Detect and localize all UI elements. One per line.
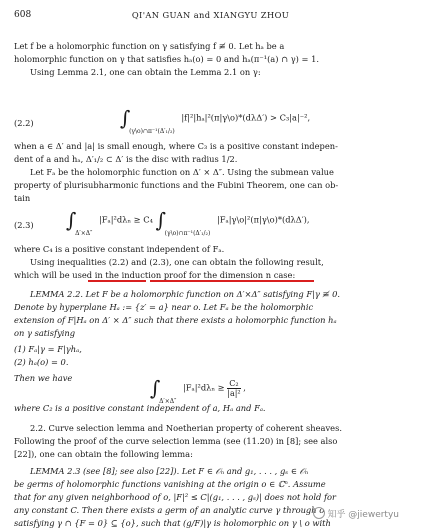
para3-line4: property of plurisubharmonic functions and the Fubini Theorem, one can ob- xyxy=(14,180,339,190)
lemma-2-3-line1: LEMMA 2.3 (see [8]; see also [22]). Let F ∈ 𝒪ₙ and g₁, . . . , gₛ ∈ 𝒪ₙ xyxy=(30,466,309,476)
para1-line2: holomorphic function on γ that satisfies hₐ(o) = 0 and hₐ(π⁻¹(a) ∩ γ) = 1. xyxy=(14,54,320,64)
para4-line3: which will be used in the induction proof for the dimension n case: xyxy=(14,270,296,280)
watermark-icon xyxy=(313,507,325,519)
para4-line2: Using inequalities (2.2) and (2.3), one can obtain the following result, xyxy=(30,257,324,267)
highlight-underline-2 xyxy=(150,280,314,282)
watermark-text: 知乎 @jiewertyu xyxy=(327,510,399,520)
eq-2-3-mid: |Fₐ|²dλₙ ≥ C₄ xyxy=(99,214,153,225)
page-header xyxy=(14,10,407,24)
integral-sign: ∫ xyxy=(155,208,166,232)
eq-2-2-body: |f|²|hₐ|²(π|γ\o)*(dλΔ′) > C₃|a|⁻², xyxy=(181,112,311,123)
eq-final-domain: Δ′×Δ″ xyxy=(159,397,177,405)
para3-line1: when a ∈ Δ′ and |a| is small enough, where C₃ is a positive constant indepen- xyxy=(14,141,338,151)
fraction-denominator: |a|² xyxy=(227,388,241,398)
eq-2-2-label: (2.2) xyxy=(14,118,34,128)
section-2-2-line1: 2.2. Curve selection lemma and Noetherian property of coherent sheaves. xyxy=(30,423,342,433)
lemma-2-2-condition-1: (1) Fₐ|γ = F|γhₐ, xyxy=(14,344,82,354)
integral-sign: ∫ xyxy=(66,208,77,232)
lemma-2-2-line1: LEMMA 2.2. Let F be a holomorphic function on Δ′×Δ″ satisfying F|γ ≢ 0. xyxy=(30,289,340,299)
lemma-2-2-line2: Denote by hyperplane Hₐ := {z′ = a} near o. Let Fₐ be the holomorphic xyxy=(14,302,314,312)
integral-sign: ∫ xyxy=(120,106,131,130)
lemma-2-3-line3: that for any given neighborhood of o, |F|² ≤ C|(g₁, . . . , gₛ)| does not hold for xyxy=(14,492,336,502)
highlight-underline-1 xyxy=(88,280,146,282)
section-2-2-line2: Following the proof of the curve selection lemma (see (11.20) in [8]; see also xyxy=(14,436,338,446)
where-c2: where C₂ is a positive constant independent of a, Hₐ and Fₐ. xyxy=(14,403,266,413)
eq-2-2-domain: (γ\o)∩π⁻¹(Δ′₁/₂) xyxy=(129,127,175,135)
lemma-2-2-line4: on γ satisfying xyxy=(14,328,76,338)
para3-line5: tain xyxy=(14,193,31,203)
eq-2-3-domain2: (γ\o)∩π⁻¹(Δ′₁/₂) xyxy=(164,229,211,237)
lemma-2-3-line5: satisfying γ ∩ {F = 0} ⊆ {o}, such that (g/F)|γ is holomorphic on γ \ o with xyxy=(14,518,331,528)
fraction-numerator: C₂ xyxy=(227,379,240,389)
para3-line2: dent of a and hₐ, Δ′₁/₂ ⊂ Δ′ is the disc with radius 1/2. xyxy=(14,154,238,164)
para4-line1: where C₄ is a positive constant independent of Fₐ. xyxy=(14,244,225,254)
eq-final-body: |Fₐ|²dλₙ ≥ xyxy=(183,382,225,393)
lemma-2-3-line4: any constant C. Then there exists a germ of an analytic curve γ through o xyxy=(14,505,325,515)
eq-final-end: , xyxy=(243,382,246,393)
then-we-have: Then we have xyxy=(14,373,73,383)
eq-2-3-body: |Fₐ|γ\o|²(π|γ\o)*(dλΔ′), xyxy=(216,214,310,225)
page-number: 608 xyxy=(14,10,32,20)
running-head: QI'AN GUAN and XIANGYU ZHOU xyxy=(131,10,290,20)
eq-2-3-domain1: Δ′×Δ″ xyxy=(75,229,93,237)
watermark xyxy=(313,507,399,520)
eq-2-3-label: (2.3) xyxy=(14,220,34,230)
para3-line3: Let Fₐ be the holomorphic function on Δ′ × Δ″. Using the submean value xyxy=(30,167,334,177)
para2: Using Lemma 2.1, one can obtain the Lemma 2.1 on γ: xyxy=(30,67,261,77)
para1-line1: Let f be a holomorphic function on γ satisfying f ≢ 0. Let hₐ be a xyxy=(14,41,285,51)
lemma-2-2-condition-2: (2) hₐ(o) = 0. xyxy=(14,357,69,367)
section-2-2-line3: [22]), one can obtain the following lemma: xyxy=(14,449,193,459)
lemma-2-3-line2: be germs of holomorphic functions vanishing at the origin o ∈ ℂⁿ. Assume xyxy=(14,479,326,489)
fraction xyxy=(227,379,240,398)
integral-sign: ∫ xyxy=(150,376,161,400)
lemma-2-2-line3: extension of F|Hₐ on Δ′ × Δ″ such that there exists a holomorphic function hₐ xyxy=(14,315,337,325)
